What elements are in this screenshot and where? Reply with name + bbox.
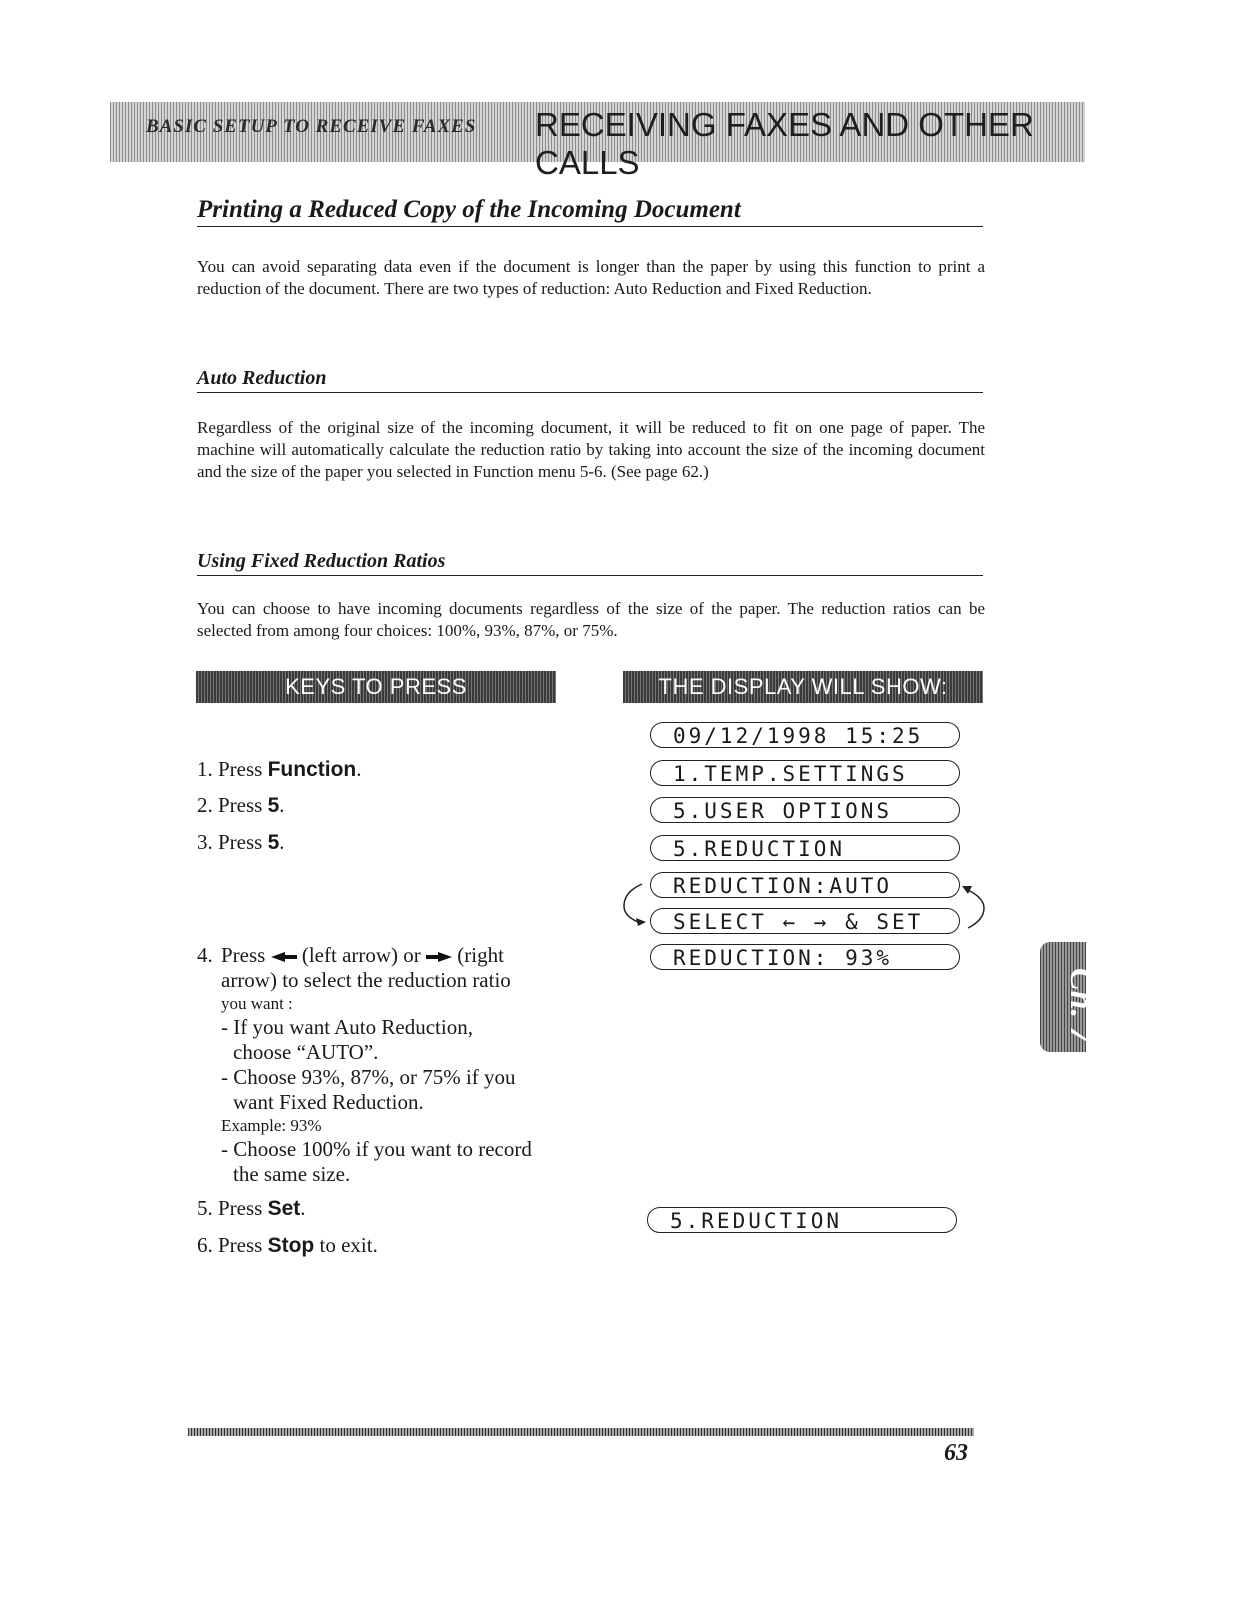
lcd-reduction-final: 5.REDUCTION [647,1207,957,1233]
lcd-user-options: 5.USER OPTIONS [650,797,960,823]
step-3 [197,830,285,855]
step-text: Press [218,830,268,854]
step-end: . [356,757,362,781]
step-text: (right [457,943,504,967]
lcd-reduction-93: REDUCTION: 93% [650,944,960,970]
auto-reduction-paragraph: Regardless of the original size of the incoming document, it will be reduced to fit on one page of paper. The machine will automatically calculate the reduction ratio by taking into account the size of the incoming document and the size of the paper you selected in Function menu 5-6. (See page 62.) [197,418,985,481]
chapter-tab [1040,942,1100,1052]
step-end: . [279,830,285,854]
lcd-reduction-menu: 5.REDUCTION [650,835,960,861]
step-number: 4. [197,943,213,967]
lcd-select-set: SELECT ← → & SET [650,908,960,934]
step-number: 2. [197,793,213,817]
fixed-reduction-paragraph: You can choose to have incoming documents regardless of the size of the paper. The reduction ratios can be selected from among four choices: 100%, 93%, 87%, or 75%. [197,599,985,640]
step-6 [197,1233,378,1258]
step-number: 5. [197,1196,213,1220]
step-text: Press [218,1233,268,1257]
step-text: Press [218,793,268,817]
key-set: Set [267,1197,301,1220]
bullet-fixed: - Choose 93%, 87%, or 75% if you [221,1065,516,1089]
bullet-auto: - If you want Auto Reduction, [221,1015,473,1039]
key-function: Function [267,758,357,781]
step-end: . [279,793,285,817]
step-text: Press [218,1196,268,1220]
key-5: 5 [267,831,280,854]
lcd-date-time: 09/12/1998 15:25 [650,722,960,748]
bullet-fixed-cont: want Fixed Reduction. [233,1090,424,1114]
section-label: BASIC SETUP TO RECEIVE FAXES [146,116,477,137]
intro-paragraph: You can avoid separating data even if the document is longer than the paper by using this function to print a reduction of the document. There are two types of reduction: Auto Reduction and Fixed Reduction. [197,257,985,298]
bullet-full-cont: the same size. [233,1162,351,1186]
footer-rule [188,1428,974,1436]
key-stop: Stop [267,1234,315,1257]
lcd-reduction-auto: REDUCTION:AUTO [650,872,960,898]
step-number: 6. [197,1233,213,1257]
bullet-full: - Choose 100% if you want to record [221,1137,532,1161]
step-end: . [300,1196,306,1220]
step-1 [197,757,362,782]
step-text: you want : [221,994,293,1013]
alternating-display-left-arrow-icon [618,876,654,932]
step-2 [197,793,285,818]
step-end: to exit. [314,1233,378,1257]
chapter-title: RECEIVING FAXES AND OTHER CALLS [535,106,1034,181]
auto-reduction-heading: Auto Reduction [197,367,983,393]
step-text: Press [221,943,266,967]
step-text: arrow) to select the reduction ratio [221,968,511,992]
alternating-display-right-arrow-icon [956,878,990,934]
page-number: 63 [944,1440,968,1466]
fixed-reduction-heading: Using Fixed Reduction Ratios [197,550,983,576]
keys-to-press-header: KEYS TO PRESS [196,671,556,703]
right-arrow-icon [426,951,452,963]
left-arrow-icon [271,951,297,963]
step-5 [197,1196,306,1221]
step-text: (left arrow) or [301,943,421,967]
display-will-show-header: THE DISPLAY WILL SHOW: [623,671,983,703]
key-5: 5 [267,794,280,817]
step-4 [197,943,557,1187]
step-text: Press [218,757,268,781]
example-text: Example: 93% [221,1116,322,1135]
step-number: 1. [197,757,213,781]
bullet-auto-cont: choose “AUTO”. [233,1040,379,1064]
header-banner [110,102,1085,181]
page-title: Printing a Reduced Copy of the Incoming Document [197,196,983,227]
chapter-tab-label: Ch. 7 [1063,968,1100,1044]
step-number: 3. [197,830,213,854]
lcd-temp-settings: 1.TEMP.SETTINGS [650,760,960,786]
